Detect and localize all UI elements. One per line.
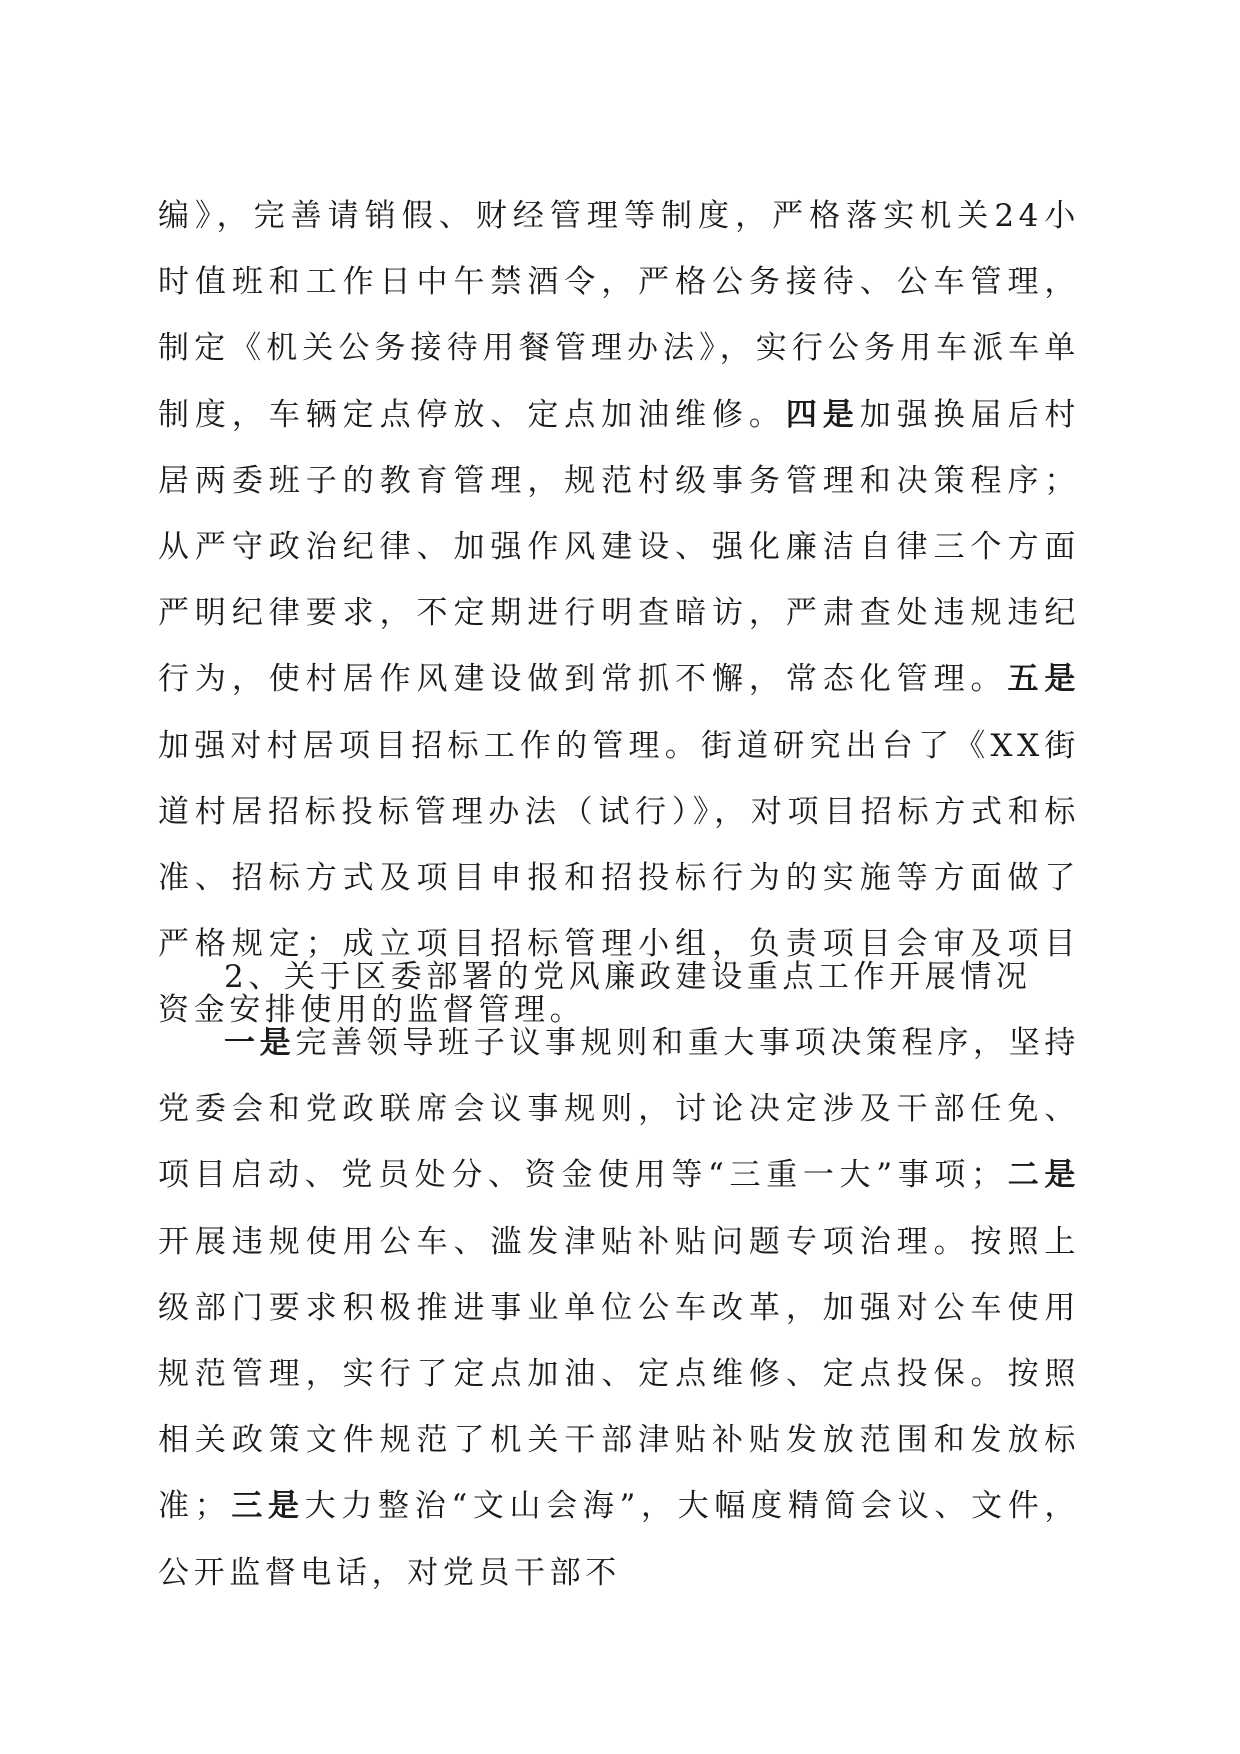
body-paragraph-2: [158, 1010, 1080, 1606]
item-three-marker: 三是: [230, 1488, 305, 1525]
section-heading: 2、关于区委部署的党风廉政建设重点工作开展情况: [224, 959, 1032, 995]
item-two-marker: 二是: [1006, 1157, 1081, 1194]
paragraph-2-text-3: 大力整治“文山会海”，大幅度精简会议、文件，公开监督电话，对党员干部不: [158, 1488, 1080, 1591]
paragraph-2-text-1: 完善领导班子议事规则和重大事项决策程序，坚持党委会和党政联席会议事规则，讨论决定涉及干部任免、项目启动、党员处分、资金使用等“三重一大”事项；: [158, 1025, 1080, 1194]
paragraph-1-text-3: 加强对村居项目招标工作的管理。街道研究出台了《XX街道村居招标投标管理办法（试行）》，对项目招标方式和标准、招标方式及项目申报和招投标行为的实施等方面做了严格规定；成立项目招标管理小组，负责项目会审及项目资金安排使用的监督管理。: [158, 727, 1080, 1029]
paragraph-1-text-2: 加强换届后村居两委班子的教育管理，规范村级事务管理和决策程序；从严守政治纪律、加强作风建设、强化廉洁自律三个方面严明纪律要求，不定期进行明查暗访，严肃查处违规违纪行为，使村居作风建设做到常抓不懈，常态化管理。: [158, 396, 1080, 698]
paragraph-1-text-1: 编》，完善请销假、财经管理等制度，严格落实机关24小时值班和工作日中午禁酒令，严格公务接待、公车管理，制定《机关公务接待用餐管理办法》，实行公务用车派车单制度，车辆定点停放、定点加油维修。: [158, 198, 1080, 433]
item-five-marker: 五是: [1007, 661, 1080, 698]
item-four-marker: 四是: [785, 396, 860, 433]
item-one-marker: 一是: [224, 1025, 296, 1061]
paragraph-2-text-2: 开展违规使用公车、滥发津贴补贴问题专项治理。按照上级部门要求积极推进事业单位公车改革，加强对公车使用规范管理，实行了定点加油、定点维修、定点投保。按照相关政策文件规范了机关干部津贴补贴发放范围和发放标准；: [158, 1223, 1080, 1525]
body-paragraph-1: [158, 183, 1080, 1044]
